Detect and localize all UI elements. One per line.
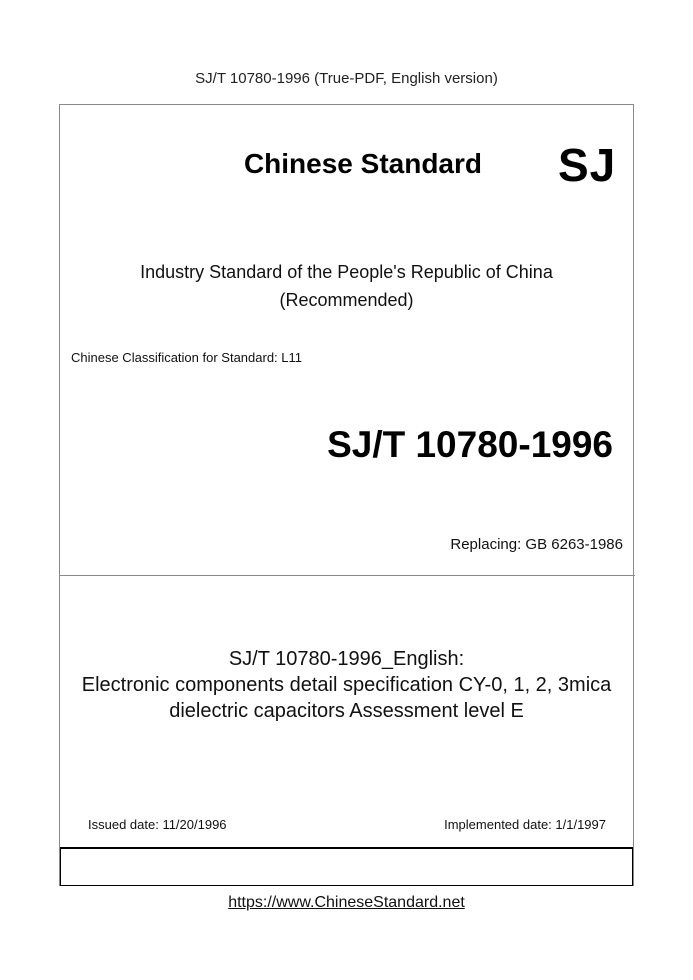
title-line-3: dielectric capacitors Assessment level E [169, 700, 524, 722]
classification-label: Chinese Classification for Standard: L11 [71, 350, 302, 365]
recommended-label: (Recommended) [279, 290, 414, 310]
footer-box [60, 847, 633, 886]
standard-title: Chinese Standard [243, 148, 482, 179]
sj-logo: SJ [558, 139, 617, 191]
cover-frame [59, 104, 634, 886]
document-header: SJ/T 10780-1996 (True-PDF, English version) [195, 70, 498, 87]
replacing-label: Replacing: GB 6263-1986 [450, 536, 623, 553]
industry-line: Industry Standard of the People's Republic of China [140, 262, 553, 282]
title-line-2: Electronic components detail specification CY-0, 1, 2, 3mica [81, 674, 612, 696]
title-line-1: SJ/T 10780-1996_English: [228, 648, 465, 670]
standard-number: SJ/T 10780-1996 [327, 424, 613, 465]
implemented-date: Implemented date: 1/1/1997 [444, 817, 606, 832]
industry-standard-heading [0, 258, 693, 314]
section-divider [60, 575, 635, 576]
issued-date: Issued date: 11/20/1996 [88, 817, 227, 832]
website-link[interactable]: https://www.ChineseStandard.net [228, 894, 465, 911]
document-title [0, 646, 693, 724]
